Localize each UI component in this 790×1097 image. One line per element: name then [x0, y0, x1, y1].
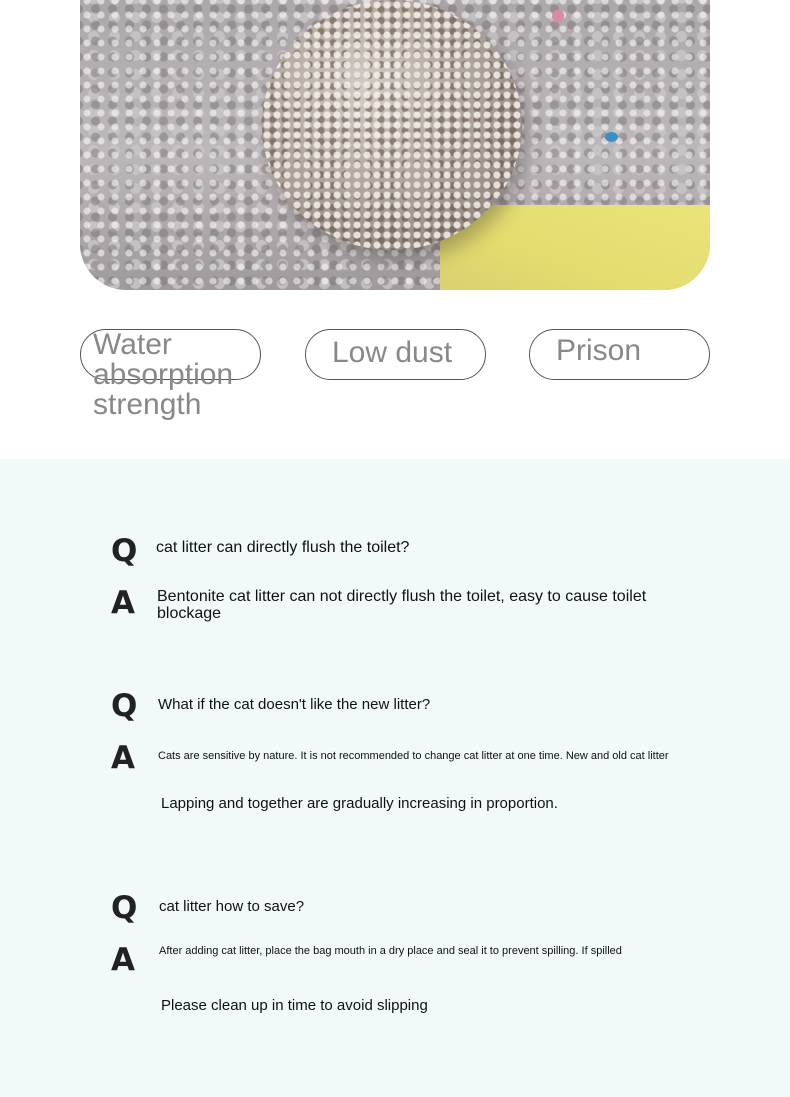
- faq-question-2: What if the cat doesn't like the new litter?: [158, 696, 431, 713]
- answer-marker: A: [111, 942, 135, 978]
- faq-answer-3-continued: Please clean up in time to avoid slipping: [161, 997, 428, 1014]
- faq-question-3: cat litter how to save?: [159, 898, 305, 915]
- blue-granule: [605, 132, 618, 142]
- cat-litter-photo: [80, 0, 710, 290]
- feature-label-water-absorption: Water absorption strength: [93, 328, 234, 421]
- question-marker: Q: [111, 533, 138, 569]
- faq-answer-1: Bentonite cat litter can not directly flush the toilet, easy to cause toilet blockage: [157, 588, 647, 622]
- faq-answer-2-continued: Lapping and together are gradually increasing in proportion.: [161, 795, 558, 812]
- feature-label-prison: Prison: [556, 334, 642, 367]
- faq-answer-2: Cats are sensitive by nature. It is not recommended to change cat litter at one time. New and old cat litter: [158, 750, 669, 762]
- answer-marker: A: [111, 740, 135, 776]
- answer-marker: A: [111, 585, 135, 621]
- product-showcase: [0, 0, 790, 459]
- question-marker: Q: [111, 688, 138, 724]
- feature-label-low-dust: Low dust: [332, 336, 453, 369]
- faq-question-1: cat litter can directly flush the toilet?: [156, 539, 410, 556]
- question-marker: Q: [111, 890, 138, 926]
- faq-section: [0, 459, 790, 1097]
- pink-granule: [552, 10, 564, 22]
- litter-clump: [262, 0, 522, 250]
- faq-answer-3: After adding cat litter, place the bag mouth in a dry place and seal it to prevent spilling. If spilled: [159, 945, 622, 957]
- litter-tray-edge: [440, 205, 710, 290]
